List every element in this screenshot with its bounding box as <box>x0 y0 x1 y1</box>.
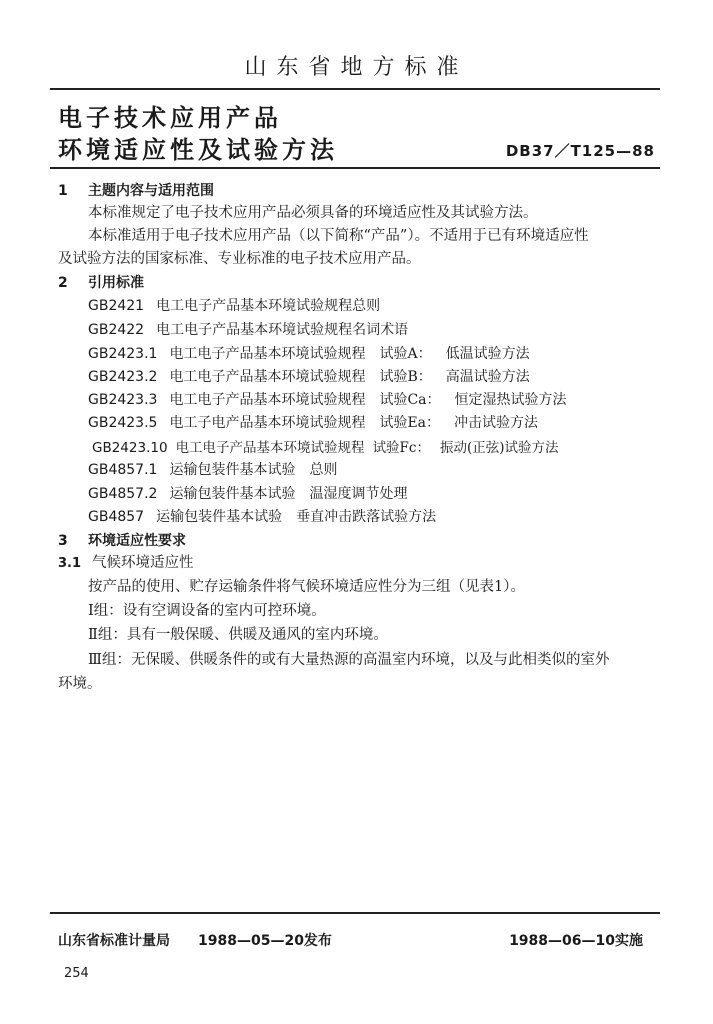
section-number: 1 <box>58 183 68 199</box>
ref-test: 试验A： <box>379 346 432 362</box>
ref-code: GB4857.2 <box>88 486 158 502</box>
ref-title: 电工电子产品基本环境试验规程 <box>169 346 366 362</box>
ref-test: 试验Ea： <box>379 415 441 431</box>
reference-item <box>88 295 394 315</box>
ref-method: 振动(正弦)试验方法 <box>440 440 559 456</box>
ref-code: GB2421 <box>88 298 145 314</box>
section-1-para2-line2: 及试验方法的国家标准、专业标准的电子技术应用产品。 <box>58 251 421 267</box>
group-1-text: Ⅰ组：设有空调设备的室内可控环境。 <box>88 603 326 619</box>
ref-method: 高温试验方法 <box>445 369 530 385</box>
document-header: 山东省地方标准 <box>244 55 469 80</box>
ref-code: GB2423.2 <box>88 369 158 385</box>
reference-item <box>88 412 552 432</box>
ref-test: 试验B： <box>379 369 432 385</box>
footer-issuer: 山东省标准计量局 <box>58 933 170 949</box>
title-rule <box>50 167 660 169</box>
group-3-text-line1: Ⅲ组：无保暖、供暖条件的或有大量热源的高温室内环境，以及与此相类似的室外 <box>88 652 610 668</box>
footer-issue-date: 1988—05—20发布 <box>198 933 332 949</box>
section-number: 3 <box>58 533 68 549</box>
section-3-heading <box>58 530 186 550</box>
ref-code: GB4857 <box>88 509 145 525</box>
reference-item <box>92 436 559 456</box>
ref-title: 电工电子产品基本环境试验规程 <box>169 369 366 385</box>
ref-title: 电工电子产品基本环境试验规程总则 <box>156 298 381 314</box>
doc-title-line1: 电子技术应用产品 <box>58 104 282 132</box>
footer-effective-date: 1988—06—10实施 <box>509 933 643 949</box>
footer-rule <box>50 912 660 914</box>
ref-method: 低温试验方法 <box>445 346 530 362</box>
section-1-para1: 本标准规定了电子技术应用产品必须具备的环境适应性及其试验方法。 <box>88 205 538 221</box>
ref-method: 垂直冲击跌落试验方法 <box>296 509 437 525</box>
ref-title: 电工电子产品基本环境试验规程 <box>175 440 365 456</box>
subsection-number: 3.1 <box>58 556 82 571</box>
ref-title: 运输包装件基本试验 <box>169 462 296 478</box>
group-3-text-line2: 环境。 <box>58 676 102 692</box>
section-2-heading <box>58 272 144 292</box>
ref-title: 运输包装件基本试验 <box>169 486 296 502</box>
reference-item <box>88 483 421 503</box>
ref-title: 运输包装件基本试验 <box>156 509 283 525</box>
section-3-para1: 按产品的使用、贮存运输条件将气候环境适应性分为三组（见表1）。 <box>88 579 525 595</box>
header-rule <box>50 88 660 90</box>
ref-code: GB2423.3 <box>88 392 158 408</box>
section-title: 引用标准 <box>88 275 144 291</box>
ref-test: 试验Ca： <box>379 392 441 408</box>
ref-code: GB2423.5 <box>88 415 158 431</box>
section-title: 环境适应性要求 <box>88 533 186 549</box>
ref-title: 电工电子产品基本环境试验规程 <box>169 392 366 408</box>
ref-title: 电工子电产品基本环境试验规程 <box>169 415 366 431</box>
section-title: 主题内容与适用范围 <box>88 183 214 199</box>
ref-method: 温湿度调节处理 <box>309 486 408 502</box>
reference-item <box>88 506 450 526</box>
ref-method: 恒定湿热试验方法 <box>454 392 567 408</box>
section-1-para2-line1: 本标准适用于电子技术应用产品（以下简称“产品”）。不适用于已有环境适应性 <box>88 228 589 244</box>
ref-code: GB2423.1 <box>88 346 158 362</box>
page-number: 254 <box>64 966 89 981</box>
section-1-heading <box>58 180 214 200</box>
ref-code: GB2422 <box>88 322 145 338</box>
subsection-3-1 <box>58 552 194 575</box>
ref-test: 试验Fc： <box>372 440 430 456</box>
section-number: 2 <box>58 275 68 291</box>
ref-method: 总则 <box>309 462 338 478</box>
subsection-title: 气候环境适应性 <box>92 555 194 571</box>
ref-title: 电工电子产品基本环境试验规程名词术语 <box>156 322 409 338</box>
reference-item <box>88 319 422 339</box>
ref-method: 冲击试验方法 <box>454 415 539 431</box>
reference-item <box>88 459 351 479</box>
doc-title-line2: 环境适应性及试验方法 <box>58 136 338 164</box>
reference-item <box>88 343 544 363</box>
group-2-text: Ⅱ组：具有一般保暖、供暖及通风的室内环境。 <box>88 627 388 643</box>
doc-number: DB37／T125—88 <box>505 142 655 160</box>
ref-code: GB2423.10 <box>92 440 168 456</box>
reference-item <box>88 366 544 386</box>
ref-code: GB4857.1 <box>88 462 158 478</box>
reference-item <box>88 389 581 409</box>
